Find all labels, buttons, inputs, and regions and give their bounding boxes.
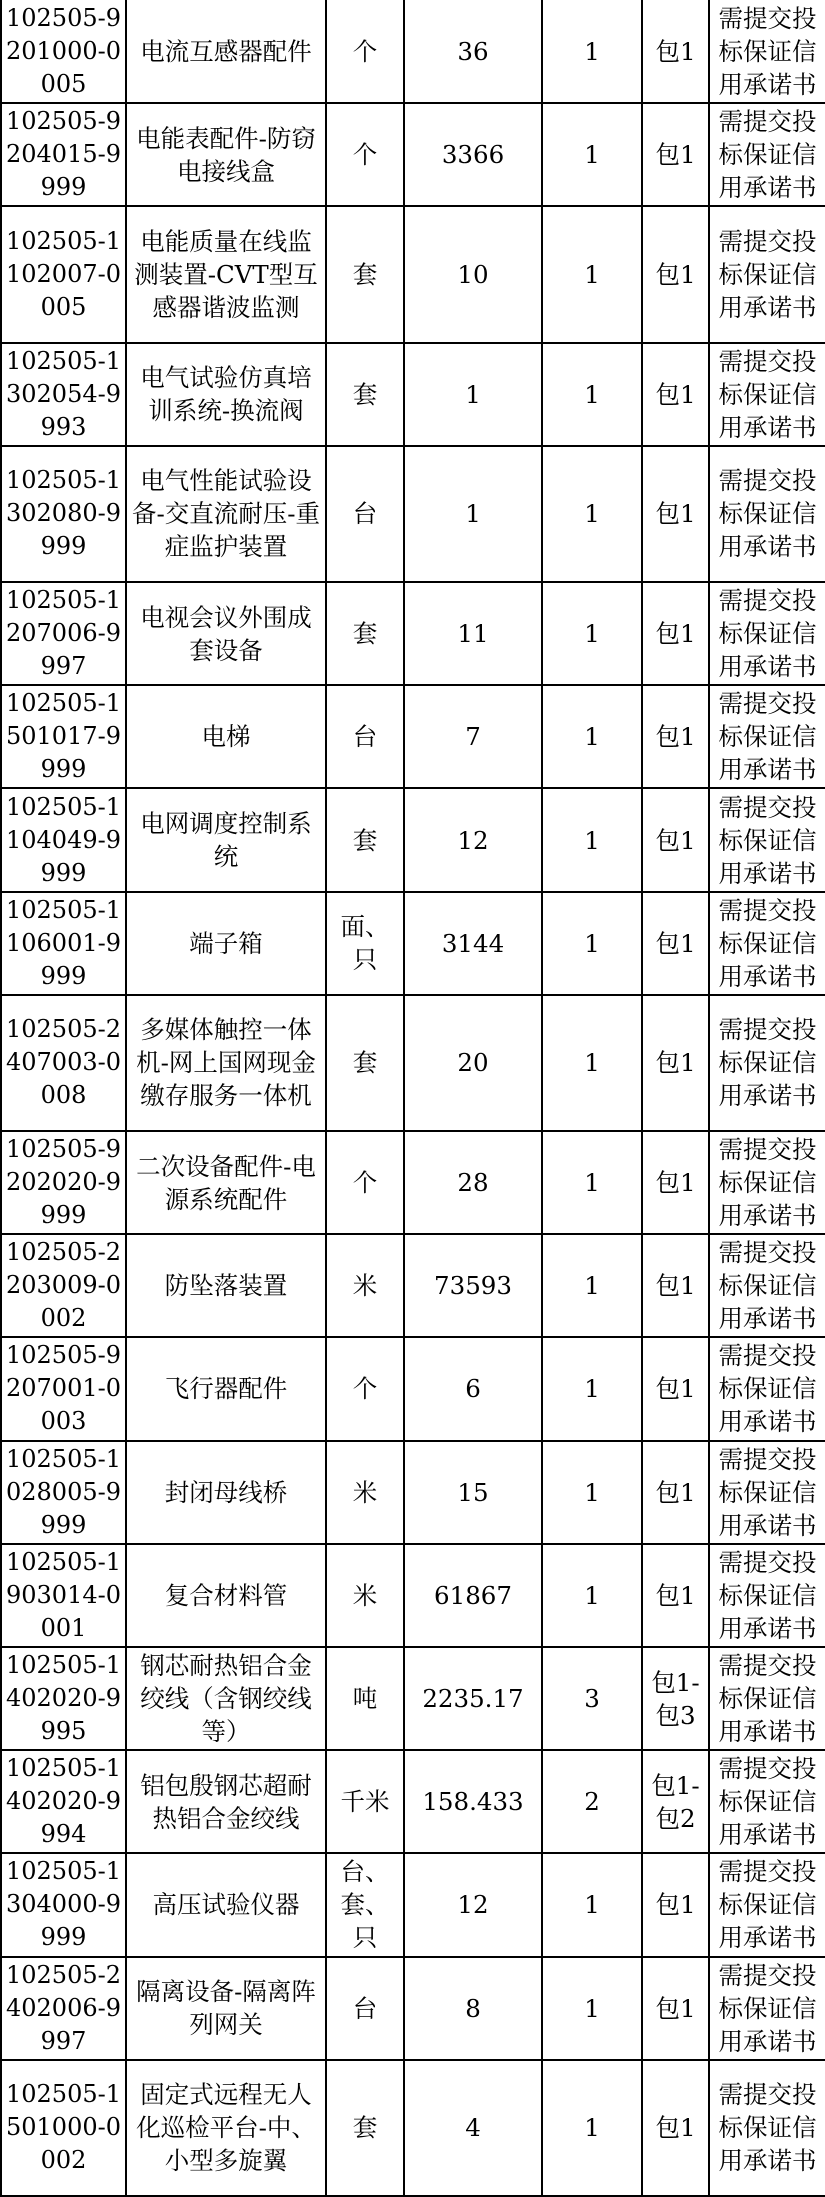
package-number-cell: 包1 — [642, 582, 709, 685]
package-number-cell: 包1 — [642, 2060, 709, 2196]
unit-cell: 千米 — [326, 1750, 404, 1853]
quantity-cell: 158.433 — [404, 1750, 542, 1853]
material-code-cell: 102505-1028005-9999 — [1, 1441, 126, 1544]
unit-cell: 米 — [326, 1234, 404, 1337]
material-name-cell: 固定式远程无人化巡检平台-中、小型多旋翼 — [126, 2060, 326, 2196]
material-name-cell: 电气试验仿真培训系统-换流阀 — [126, 343, 326, 446]
table-row — [1, 103, 825, 206]
package-count-cell: 1 — [542, 1853, 642, 1956]
package-number-cell: 包1 — [642, 343, 709, 446]
note-cell: 需提交投标保证信用承诺书 — [709, 1853, 825, 1956]
quantity-cell: 3366 — [404, 103, 542, 206]
package-count-cell: 2 — [542, 1750, 642, 1853]
quantity-cell: 8 — [404, 1957, 542, 2060]
unit-cell: 吨 — [326, 1647, 404, 1750]
quantity-cell: 36 — [404, 0, 542, 103]
package-count-cell: 1 — [542, 1337, 642, 1440]
material-code-cell: 102505-9201000-0005 — [1, 0, 126, 103]
package-number-cell: 包1 — [642, 788, 709, 891]
quantity-cell: 10 — [404, 206, 542, 342]
table-body — [1, 0, 825, 2196]
package-number-cell: 包1 — [642, 995, 709, 1131]
package-number-cell: 包1 — [642, 1544, 709, 1647]
note-cell: 需提交投标保证信用承诺书 — [709, 892, 825, 995]
note-cell: 需提交投标保证信用承诺书 — [709, 685, 825, 788]
quantity-cell: 1 — [404, 446, 542, 582]
package-number-cell: 包1 — [642, 1957, 709, 2060]
note-cell: 需提交投标保证信用承诺书 — [709, 1957, 825, 2060]
package-count-cell: 1 — [542, 103, 642, 206]
package-number-cell: 包1 — [642, 1853, 709, 1956]
note-cell: 需提交投标保证信用承诺书 — [709, 1131, 825, 1234]
material-name-cell: 二次设备配件-电源系统配件 — [126, 1131, 326, 1234]
material-name-cell: 电梯 — [126, 685, 326, 788]
material-name-cell: 多媒体触控一体机-网上国网现金缴存服务一体机 — [126, 995, 326, 1131]
material-code-cell: 102505-1102007-0005 — [1, 206, 126, 342]
package-count-cell: 3 — [542, 1647, 642, 1750]
note-cell: 需提交投标保证信用承诺书 — [709, 1441, 825, 1544]
quantity-cell: 61867 — [404, 1544, 542, 1647]
quantity-cell: 6 — [404, 1337, 542, 1440]
package-count-cell: 1 — [542, 206, 642, 342]
quantity-cell: 4 — [404, 2060, 542, 2196]
table-row — [1, 0, 825, 103]
material-code-cell: 102505-1501017-9999 — [1, 685, 126, 788]
material-code-cell: 102505-1104049-9999 — [1, 788, 126, 891]
material-name-cell: 飞行器配件 — [126, 1337, 326, 1440]
note-cell: 需提交投标保证信用承诺书 — [709, 1544, 825, 1647]
package-count-cell: 1 — [542, 685, 642, 788]
quantity-cell: 15 — [404, 1441, 542, 1544]
table-row — [1, 1544, 825, 1647]
package-count-cell: 1 — [542, 995, 642, 1131]
unit-cell: 套 — [326, 788, 404, 891]
quantity-cell: 12 — [404, 1853, 542, 1956]
quantity-cell: 1 — [404, 343, 542, 446]
package-number-cell: 包1 — [642, 892, 709, 995]
material-name-cell: 电能质量在线监测装置-CVT型互感器谐波监测 — [126, 206, 326, 342]
material-code-cell: 102505-2402006-9997 — [1, 1957, 126, 2060]
material-code-cell: 102505-1302080-9999 — [1, 446, 126, 582]
unit-cell: 米 — [326, 1441, 404, 1544]
material-code-cell: 102505-1304000-9999 — [1, 1853, 126, 1956]
material-name-cell: 电能表配件-防窃电接线盒 — [126, 103, 326, 206]
material-name-cell: 电视会议外围成套设备 — [126, 582, 326, 685]
material-name-cell: 铝包殷钢芯超耐热铝合金绞线 — [126, 1750, 326, 1853]
table-row — [1, 1853, 825, 1956]
quantity-cell: 20 — [404, 995, 542, 1131]
quantity-cell: 11 — [404, 582, 542, 685]
material-name-cell: 防坠落装置 — [126, 1234, 326, 1337]
material-code-cell: 102505-9207001-0003 — [1, 1337, 126, 1440]
table-row — [1, 1441, 825, 1544]
material-name-cell: 电流互感器配件 — [126, 0, 326, 103]
package-number-cell: 包1 — [642, 1131, 709, 1234]
package-count-cell: 1 — [542, 1441, 642, 1544]
material-code-cell: 102505-2203009-0002 — [1, 1234, 126, 1337]
package-number-cell: 包1-包3 — [642, 1647, 709, 1750]
unit-cell: 米 — [326, 1544, 404, 1647]
material-code-cell: 102505-1402020-9994 — [1, 1750, 126, 1853]
table-row — [1, 1750, 825, 1853]
table-row — [1, 788, 825, 891]
unit-cell: 台 — [326, 1957, 404, 2060]
material-code-cell: 102505-1402020-9995 — [1, 1647, 126, 1750]
table-row — [1, 1647, 825, 1750]
package-number-cell: 包1-包2 — [642, 1750, 709, 1853]
note-cell: 需提交投标保证信用承诺书 — [709, 103, 825, 206]
material-code-cell: 102505-1207006-9997 — [1, 582, 126, 685]
unit-cell: 个 — [326, 1337, 404, 1440]
note-cell: 需提交投标保证信用承诺书 — [709, 1234, 825, 1337]
unit-cell: 面、只 — [326, 892, 404, 995]
unit-cell: 套 — [326, 582, 404, 685]
note-cell: 需提交投标保证信用承诺书 — [709, 343, 825, 446]
package-count-cell: 1 — [542, 446, 642, 582]
package-count-cell: 1 — [542, 892, 642, 995]
note-cell: 需提交投标保证信用承诺书 — [709, 1337, 825, 1440]
table-row — [1, 343, 825, 446]
package-number-cell: 包1 — [642, 1337, 709, 1440]
package-number-cell: 包1 — [642, 1441, 709, 1544]
package-number-cell: 包1 — [642, 0, 709, 103]
quantity-cell: 7 — [404, 685, 542, 788]
package-count-cell: 1 — [542, 1957, 642, 2060]
package-count-cell: 1 — [542, 1234, 642, 1337]
table-row — [1, 1957, 825, 2060]
quantity-cell: 3144 — [404, 892, 542, 995]
material-name-cell: 钢芯耐热铝合金绞线（含钢绞线等） — [126, 1647, 326, 1750]
note-cell: 需提交投标保证信用承诺书 — [709, 1750, 825, 1853]
material-code-cell: 102505-1106001-9999 — [1, 892, 126, 995]
table-row — [1, 892, 825, 995]
unit-cell: 套 — [326, 2060, 404, 2196]
note-cell: 需提交投标保证信用承诺书 — [709, 2060, 825, 2196]
table-row — [1, 995, 825, 1131]
unit-cell: 个 — [326, 103, 404, 206]
material-name-cell: 高压试验仪器 — [126, 1853, 326, 1956]
table-row — [1, 206, 825, 342]
package-count-cell: 1 — [542, 582, 642, 685]
material-name-cell: 隔离设备-隔离阵列网关 — [126, 1957, 326, 2060]
material-code-cell: 102505-1903014-0001 — [1, 1544, 126, 1647]
note-cell: 需提交投标保证信用承诺书 — [709, 995, 825, 1131]
material-code-cell: 102505-9204015-9999 — [1, 103, 126, 206]
package-number-cell: 包1 — [642, 1234, 709, 1337]
unit-cell: 台 — [326, 685, 404, 788]
material-code-cell: 102505-9202020-9999 — [1, 1131, 126, 1234]
package-count-cell: 1 — [542, 1131, 642, 1234]
material-name-cell: 端子箱 — [126, 892, 326, 995]
unit-cell: 台、套、只 — [326, 1853, 404, 1956]
unit-cell: 套 — [326, 995, 404, 1131]
material-name-cell: 电气性能试验设备-交直流耐压-重症监护装置 — [126, 446, 326, 582]
quantity-cell: 28 — [404, 1131, 542, 1234]
material-code-cell: 102505-1302054-9993 — [1, 343, 126, 446]
material-name-cell: 复合材料管 — [126, 1544, 326, 1647]
package-number-cell: 包1 — [642, 446, 709, 582]
unit-cell: 套 — [326, 343, 404, 446]
package-count-cell: 1 — [542, 1544, 642, 1647]
package-number-cell: 包1 — [642, 206, 709, 342]
table-row — [1, 1337, 825, 1440]
note-cell: 需提交投标保证信用承诺书 — [709, 206, 825, 342]
note-cell: 需提交投标保证信用承诺书 — [709, 0, 825, 103]
table-row — [1, 685, 825, 788]
note-cell: 需提交投标保证信用承诺书 — [709, 446, 825, 582]
package-count-cell: 1 — [542, 2060, 642, 2196]
unit-cell: 个 — [326, 1131, 404, 1234]
material-name-cell: 电网调度控制系统 — [126, 788, 326, 891]
package-count-cell: 1 — [542, 788, 642, 891]
quantity-cell: 12 — [404, 788, 542, 891]
note-cell: 需提交投标保证信用承诺书 — [709, 1647, 825, 1750]
material-code-cell: 102505-1501000-0002 — [1, 2060, 126, 2196]
package-number-cell: 包1 — [642, 685, 709, 788]
quantity-cell: 2235.17 — [404, 1647, 542, 1750]
note-cell: 需提交投标保证信用承诺书 — [709, 582, 825, 685]
unit-cell: 套 — [326, 206, 404, 342]
table-row — [1, 2060, 825, 2196]
note-cell: 需提交投标保证信用承诺书 — [709, 788, 825, 891]
package-count-cell: 1 — [542, 343, 642, 446]
table-row — [1, 1131, 825, 1234]
material-code-cell: 102505-2407003-0008 — [1, 995, 126, 1131]
unit-cell: 个 — [326, 0, 404, 103]
table-row — [1, 582, 825, 685]
table-row — [1, 1234, 825, 1337]
package-count-cell: 1 — [542, 0, 642, 103]
material-name-cell: 封闭母线桥 — [126, 1441, 326, 1544]
quantity-cell: 73593 — [404, 1234, 542, 1337]
table-row — [1, 446, 825, 582]
package-number-cell: 包1 — [642, 103, 709, 206]
unit-cell: 台 — [326, 446, 404, 582]
